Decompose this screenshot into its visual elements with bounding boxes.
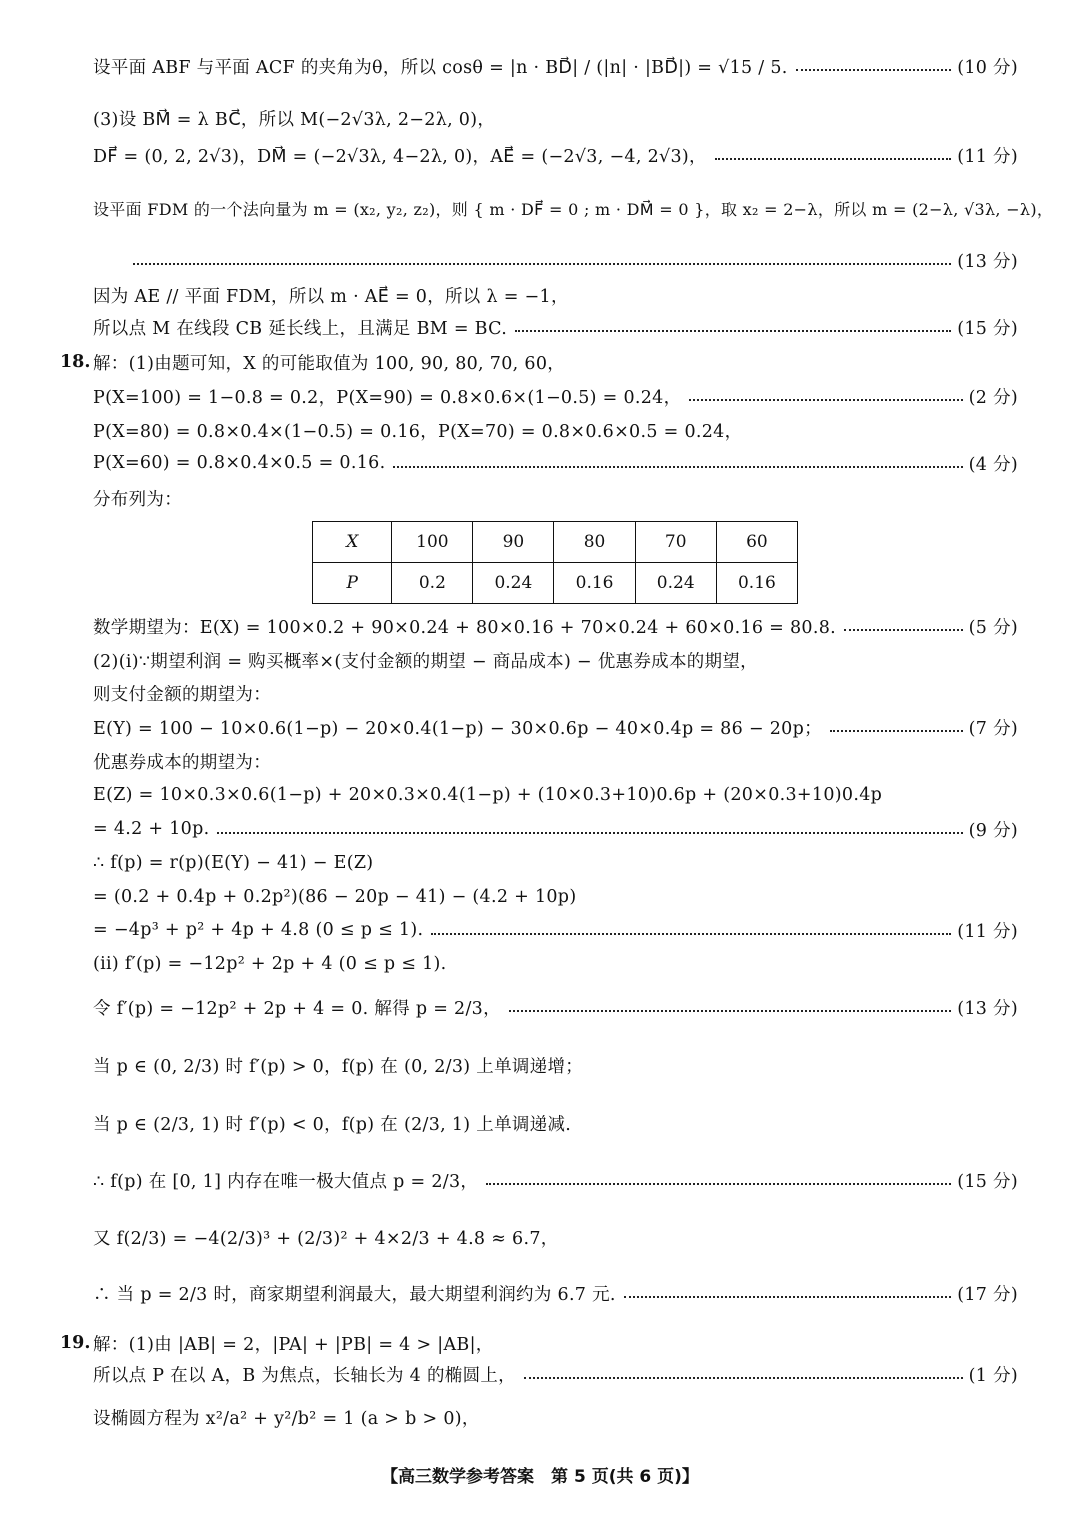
score-label: (11 分) <box>957 146 1018 167</box>
line-text: ∴ 当 p = 2/3 时，商家期望利润最大，最大期望利润约为 6.7 元. <box>93 1284 616 1305</box>
table-cell: 0.16 <box>554 563 635 604</box>
line-text: (2)(i)∵期望利润 = 购买概率×(支付金额的期望 − 商品成本) − 优惠券成本的期望， <box>93 651 758 672</box>
line-solve-p <box>93 990 1018 1024</box>
line-increasing <box>93 1048 1018 1082</box>
table-cell: 80 <box>554 522 635 563</box>
line-text: E(Z) = 10×0.3×0.6(1−p) + 20×0.3×0.4(1−p) + (10×0.3+10)0.6p + (20×0.3+10)0.4p <box>93 785 883 805</box>
line-text: 解：(1)由题可知，X 的可能取值为 100, 90, 80, 70, 60， <box>93 353 566 374</box>
line-text: ∴ f(p) 在 [0, 1] 内存在唯一极大值点 p = 2/3， <box>93 1171 479 1192</box>
table-cell: 90 <box>473 522 554 563</box>
score-label: (15 分) <box>957 318 1018 339</box>
table-cell: 0.24 <box>473 563 554 604</box>
score-label: (2 分) <box>968 387 1018 408</box>
line-angle-cos <box>93 49 1018 83</box>
line-text: P(X=100) = 1−0.8 = 0.2，P(X=90) = 0.8×0.6×(1−0.5) = 0.24， <box>93 387 682 408</box>
line-ae-parallel <box>93 278 1018 312</box>
line-text: = (0.2 + 0.4p + 0.2p²)(86 − 20p − 41) − (4.2 + 10p) <box>93 887 577 907</box>
line-normal-vector <box>93 191 1054 225</box>
line-expectation-ex <box>93 609 1018 643</box>
line-p60 <box>93 446 1018 480</box>
line-p100-p90 <box>93 379 1018 413</box>
line-ez <box>93 778 1018 812</box>
line-text: E(Y) = 100 − 10×0.6(1−p) − 20×0.4(1−p) − 30×0.6p − 40×0.4p = 86 − 20p； <box>93 718 822 739</box>
line-text: P(X=60) = 0.8×0.4×0.5 = 0.16. <box>93 453 386 473</box>
score-label: (5 分) <box>968 617 1018 638</box>
line-conclusion <box>93 1276 1018 1310</box>
line-decreasing <box>93 1106 1018 1140</box>
line-m-position <box>93 310 1018 344</box>
line-text: DF⃗ = (0, 2, 2√3)，DM⃗ = (−2√3λ, 4−2λ, 0)，AE⃗ = (−2√3, −4, 2√3)， <box>93 146 707 167</box>
line-fp-def <box>93 846 1018 880</box>
table-cell: P <box>313 563 392 604</box>
distribution-table <box>312 521 798 604</box>
line-text: P(X=80) = 0.8×0.4×(1−0.5) = 0.16，P(X=70) = 0.8×0.6×0.5 = 0.24， <box>93 421 743 442</box>
line-text: 数学期望为：E(X) = 100×0.2 + 90×0.24 + 80×0.16 + 70×0.24 + 60×0.16 = 80.8. <box>93 617 837 638</box>
line-payment-heading <box>93 676 1018 710</box>
question-number-19: 19. <box>60 1333 91 1353</box>
line-text: 因为 AE // 平面 FDM，所以 m · AE⃗ = 0，所以 λ = −1， <box>93 286 569 307</box>
line-derivative <box>93 947 1018 981</box>
page-footer: 【高三数学参考答案 第 5 页(共 6 页)】 <box>381 1467 699 1487</box>
question-number-18: 18. <box>60 352 91 372</box>
line-text: (ii) f′(p) = −12p² + 2p + 4 (0 ≤ p ≤ 1). <box>93 954 447 974</box>
line-ellipse <box>93 1357 1018 1391</box>
score-label: (17 分) <box>957 1284 1018 1305</box>
line-coupon-heading <box>93 744 1018 778</box>
line-p80-p70 <box>93 413 1018 447</box>
line-ellipse-eq <box>93 1400 1018 1434</box>
line-text: 设平面 FDM 的一个法向量为 m = (x₂, y₂, z₂)，则 { m · DF⃗ = 0 ; m · DM⃗ = 0 }，取 x₂ = 2−λ，所以 m = (2−λ, √3λ, −λ)， <box>93 199 1054 219</box>
line-text: 所以点 M 在线段 CB 延长线上，且满足 BM = BC. <box>93 318 508 339</box>
line-text: 优惠券成本的期望为： <box>93 752 271 773</box>
line-text: (3)设 BM⃗ = λ BC⃗，所以 M(−2√3λ, 2−2λ, 0)， <box>93 109 496 130</box>
line-score-13a <box>93 243 1018 277</box>
line-vectors <box>93 138 1018 172</box>
line-ey <box>93 710 1018 744</box>
line-text: 解：(1)由 |AB| = 2，|PA| + |PB| = 4 > |AB|， <box>93 1334 494 1355</box>
score-label: (7 分) <box>968 718 1018 739</box>
line-distribution-heading <box>93 481 1018 515</box>
line-text: 又 f(2/3) = −4(2/3)³ + (2/3)² + 4×2/3 + 4.8 ≈ 6.7， <box>93 1228 559 1249</box>
line-bm-lambda <box>93 101 1018 135</box>
score-label: (15 分) <box>957 1171 1018 1192</box>
line-text: 当 p ∈ (0, 2/3) 时 f′(p) > 0，f(p) 在 (0, 2/3) 上单调递增； <box>93 1056 584 1077</box>
line-text: 则支付金额的期望为： <box>93 684 271 705</box>
score-label: (10 分) <box>957 57 1018 78</box>
line-text: 设平面 ABF 与平面 ACF 的夹角为θ，所以 cosθ = |n · BD⃗| / (|n| · |BD⃗|) = √15 / 5. <box>93 57 788 78</box>
table-cell: 0.16 <box>716 563 797 604</box>
table-row <box>313 522 798 563</box>
line-fp-expand <box>93 880 1018 914</box>
table-cell: 100 <box>392 522 473 563</box>
table-cell: 0.2 <box>392 563 473 604</box>
table-cell: X <box>313 522 392 563</box>
line-text: ∴ f(p) = r(p)(E(Y) − 41) − E(Z) <box>93 853 374 873</box>
table-cell: 0.24 <box>635 563 716 604</box>
score-label: (9 分) <box>968 820 1018 841</box>
line-text: 令 f′(p) = −12p² + 2p + 4 = 0. 解得 p = 2/3， <box>93 998 501 1019</box>
score-label: (1 分) <box>968 1365 1018 1386</box>
line-part2-profit <box>93 643 1018 677</box>
line-f-value <box>93 1220 1018 1254</box>
line-text: = 4.2 + 10p. <box>93 819 210 839</box>
table-row <box>313 563 798 604</box>
line-ez-result <box>93 812 1018 846</box>
score-label: (11 分) <box>957 921 1018 942</box>
line-text: = −4p³ + p² + 4p + 4.8 (0 ≤ p ≤ 1). <box>93 920 424 940</box>
line-q19-intro <box>93 1326 1018 1360</box>
line-text: 分布列为： <box>93 489 182 510</box>
line-text: 所以点 P 在以 A，B 为焦点，长轴长为 4 的椭圆上， <box>93 1365 516 1386</box>
table-cell: 70 <box>635 522 716 563</box>
table-cell: 60 <box>716 522 797 563</box>
line-text: 设椭圆方程为 x²/a² + y²/b² = 1 (a > b > 0)， <box>93 1408 480 1429</box>
line-max-point <box>93 1163 1018 1197</box>
line-text: 当 p ∈ (2/3, 1) 时 f′(p) < 0，f(p) 在 (2/3, 1) 上单调递减. <box>93 1114 572 1135</box>
line-q18-intro <box>93 345 1018 379</box>
line-fp-result <box>93 913 1018 947</box>
score-label: (13 分) <box>957 251 1018 272</box>
score-label: (13 分) <box>957 998 1018 1019</box>
score-label: (4 分) <box>968 454 1018 475</box>
